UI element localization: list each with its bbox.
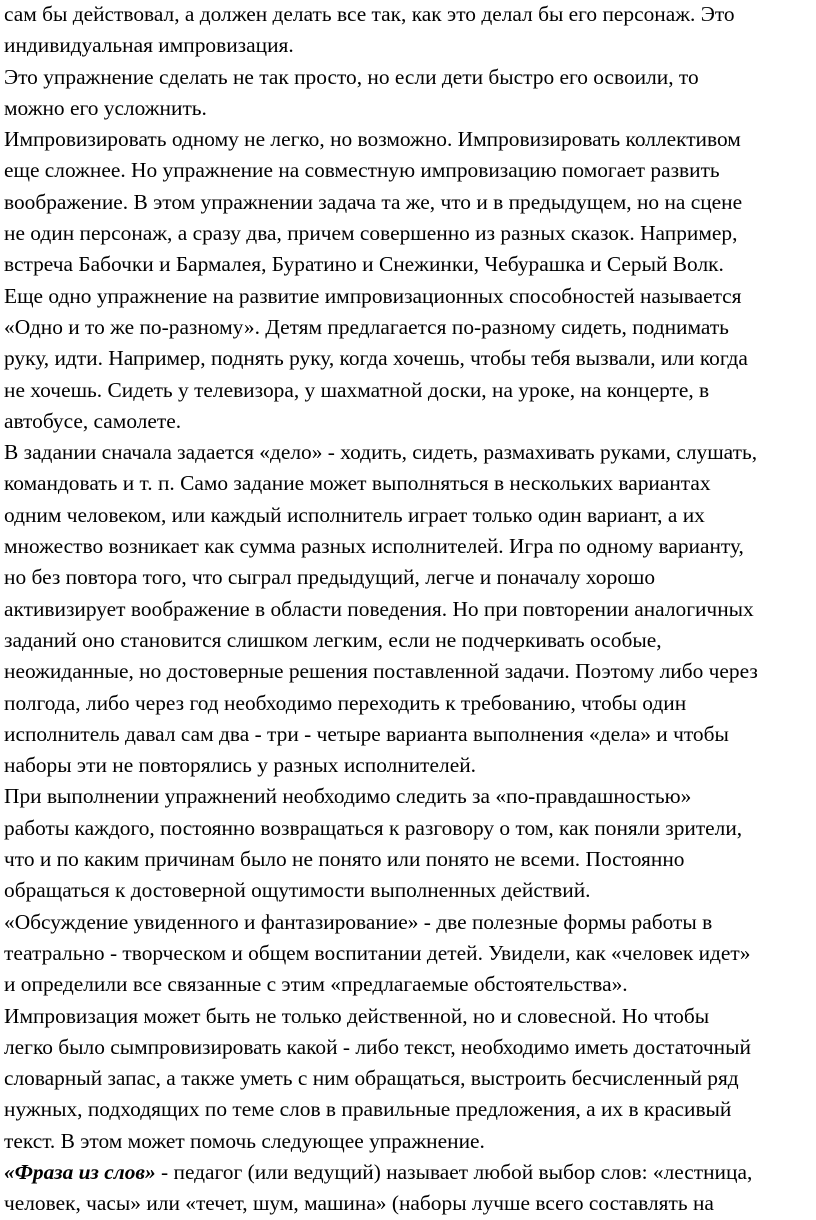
paragraph-3 — [4, 124, 816, 280]
text-line: Это упражнение сделать не так просто, но если дети быстро его освоили, то — [4, 64, 699, 89]
text-line: В задании сначала задается «дело» - ходить, сидеть, размахивать руками, слушать, — [4, 440, 758, 465]
paragraph-8 — [4, 1001, 816, 1157]
text-line: активизирует воображение в области поведения. Но при повторении аналогичных — [4, 596, 754, 621]
text-line: воображение. В этом упражнении задача та же, что и в предыдущем, но на сцене — [4, 189, 743, 214]
text-line: что и по каким причинам было не понято или понято не всеми. Постоянно — [4, 847, 685, 872]
paragraph-1 — [4, 0, 816, 62]
text-line: командовать и т. п. Само задание может выполняться в нескольких вариантах — [4, 471, 711, 496]
text-line: множество возникает как сумма разных исполнителей. Игра по одному варианту, — [4, 534, 744, 559]
text-line: человек, часы» или «течет, шум, машина» (наборы лучше всего составлять на — [4, 1191, 714, 1216]
text-line: одним человеком, или каждый исполнитель играет только один вариант, а их — [4, 502, 705, 527]
text-line: полгода, либо через год необходимо переходить к требованию, чтобы один — [4, 690, 687, 715]
text-line: При выполнении упражнений необходимо следить за «по-правдашностью» — [4, 784, 692, 809]
text-line: индивидуальная импровизация. — [4, 33, 294, 58]
text-line: исполнитель давал сам два - три - четыре варианта выполнения «дела» и чтобы — [4, 721, 729, 746]
text-line-lead — [4, 1157, 816, 1188]
text-line: и определили все связанные с этим «предлагаемые обстоятельства». — [4, 972, 628, 997]
text-line: текст. В этом может помочь следующее упражнение. — [4, 1128, 485, 1153]
text-line: словарный запас, а также уметь с ним обращаться, выстроить бесчисленный ряд — [4, 1066, 739, 1091]
text-line: нужных, подходящих по теме слов в правильные предложения, а их в красивый — [4, 1097, 732, 1122]
text-line: неожиданные, но достоверные решения поставленной задачи. Поэтому либо через — [4, 659, 758, 684]
text-line: не хочешь. Сидеть у телевизора, у шахматной доски, на уроке, на концерте, в — [4, 377, 710, 402]
exercise-description: - педагог (или ведущий) называет любой выбор слов: «лестница, — [155, 1159, 753, 1184]
text-line: заданий оно становится слишком легким, если не подчеркивать особые, — [4, 627, 662, 652]
text-line: театрально - творческом и общем воспитании детей. Увидели, как «человек идет» — [4, 940, 751, 965]
exercise-title: «Фраза из слов» — [4, 1159, 156, 1184]
text-line: обращаться к достоверной ощутимости выполненных действий. — [4, 878, 591, 903]
paragraph-4 — [4, 281, 816, 437]
text-line: «Обсуждение увиденного и фантазирование» - две полезные формы работы в — [4, 909, 713, 934]
text-line: Импровизация может быть не только действенной, но и словесной. Но чтобы — [4, 1003, 710, 1028]
text-line: наборы эти не повторялись у разных исполнителей. — [4, 753, 476, 778]
text-line: сам бы действовал, а должен делать все так, как это делал бы его персонаж. Это — [4, 2, 735, 26]
text-line: Импровизировать одному не легко, но возможно. Импровизировать коллективом — [4, 127, 741, 152]
text-line: встреча Бабочки и Бармалея, Буратино и Снежинки, Чебурашка и Серый Волк. — [4, 252, 724, 277]
text-line: автобусе, самолете. — [4, 408, 182, 433]
text-line: можно его усложнить. — [4, 95, 207, 120]
text-line: но без повтора того, что сыграл предыдущий, легче и поначалу хорошо — [4, 565, 656, 590]
paragraph-6 — [4, 781, 816, 906]
text-line: Еще одно упражнение на развитие импровизационных способностей называется — [4, 283, 742, 308]
paragraph-5 — [4, 437, 816, 781]
text-line: легко было сымпровизировать какой - либо текст, необходимо иметь достаточный — [4, 1034, 751, 1059]
paragraph-2 — [4, 62, 816, 125]
text-line: еще сложнее. Но упражнение на совместную импровизацию помогает развить — [4, 158, 720, 183]
paragraph-9 — [4, 1157, 816, 1220]
text-line: не один персонаж, а сразу два, причем совершенно из разных сказок. Например, — [4, 221, 738, 246]
text-line: руку, идти. Например, поднять руку, когда хочешь, чтобы тебя вызвали, или когда — [4, 346, 748, 371]
text-line: «Одно и то же по-разному». Детям предлагается по-разному сидеть, поднимать — [4, 314, 729, 339]
text-line: работы каждого, постоянно возвращаться к разговору о том, как поняли зрители, — [4, 815, 743, 840]
paragraph-7 — [4, 907, 816, 1001]
